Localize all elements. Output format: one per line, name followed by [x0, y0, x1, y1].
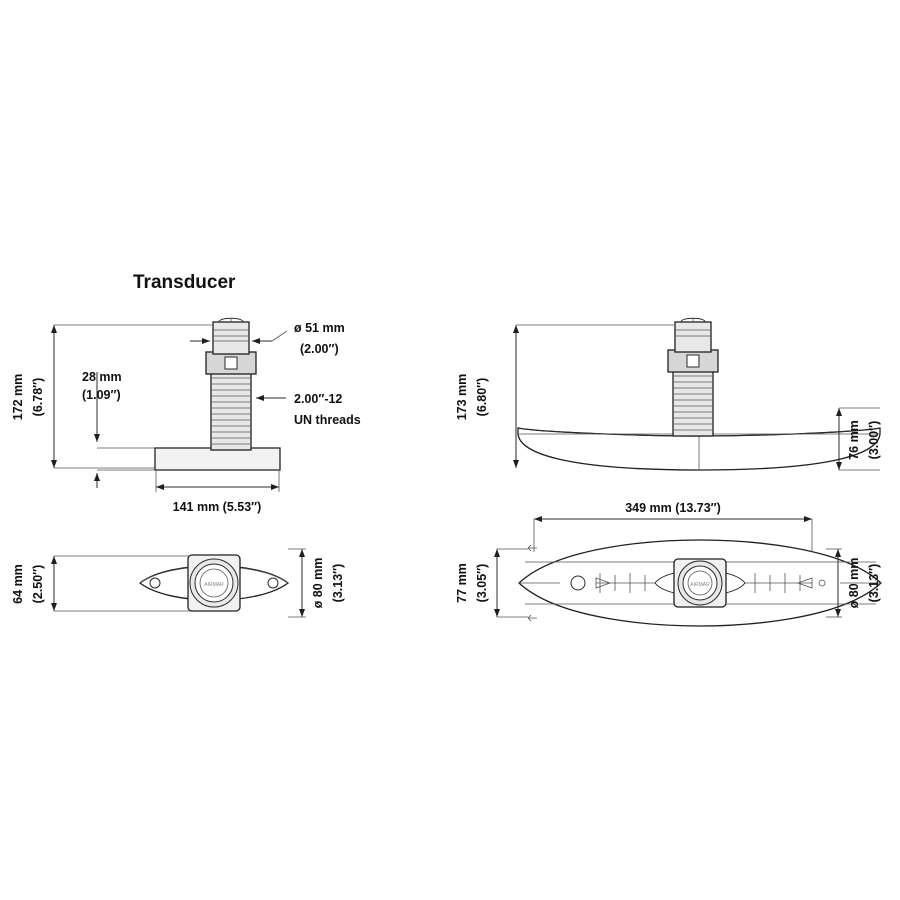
transducer-top-view [11, 549, 345, 617]
svg-text:AIRMAR: AIRMAR [204, 582, 224, 588]
transducer-fairing-front-view [455, 318, 881, 470]
dim-top-width-mm: 64 mm [11, 564, 25, 604]
dim-front-height-mm: 172 mm [11, 373, 25, 421]
dim-flange-thickness-in: (1.09″) [82, 388, 121, 402]
transducer-front-view [11, 318, 361, 514]
page-title: Transducer [133, 272, 236, 293]
dim-fairing-total-height-in: (6.80″) [475, 377, 489, 417]
dim-thread-spec-2: UN threads [294, 413, 361, 427]
svg-text:AIRMAR: AIRMAR [690, 582, 710, 588]
dim-top-width-in: (2.50″) [31, 564, 45, 604]
dim-fairing-height-mm: 76 mm [847, 420, 861, 460]
dim-fairing-width-mm: 77 mm [455, 563, 469, 603]
dim-top-diameter-mm: ø 80 mm [311, 557, 325, 609]
dim-thread-spec: 2.00″-12 [294, 392, 343, 406]
dim-flange-thickness-mm: 28 mm [82, 370, 122, 384]
dim-fairing-length: 349 mm (13.73″) [625, 501, 721, 515]
transducer-fairing-top-view [455, 501, 881, 626]
dim-front-height-in: (6.78″) [31, 377, 45, 417]
dim-fairing-width-in: (3.05″) [475, 563, 489, 603]
dim-flange-width: 141 mm (5.53″) [172, 500, 262, 514]
dim-fairing-diameter-in: (3.13″) [867, 563, 881, 603]
dim-fairing-diameter-mm: ø 80 mm [847, 557, 861, 609]
dim-fairing-height-in: (3.00″) [867, 420, 881, 460]
dim-fairing-total-height-mm: 173 mm [455, 373, 469, 421]
dim-top-diameter-in: (3.13″) [331, 563, 345, 603]
dim-cap-diameter-in: (2.00″) [300, 342, 339, 356]
dim-cap-diameter-mm: ø 51 mm [294, 321, 345, 335]
